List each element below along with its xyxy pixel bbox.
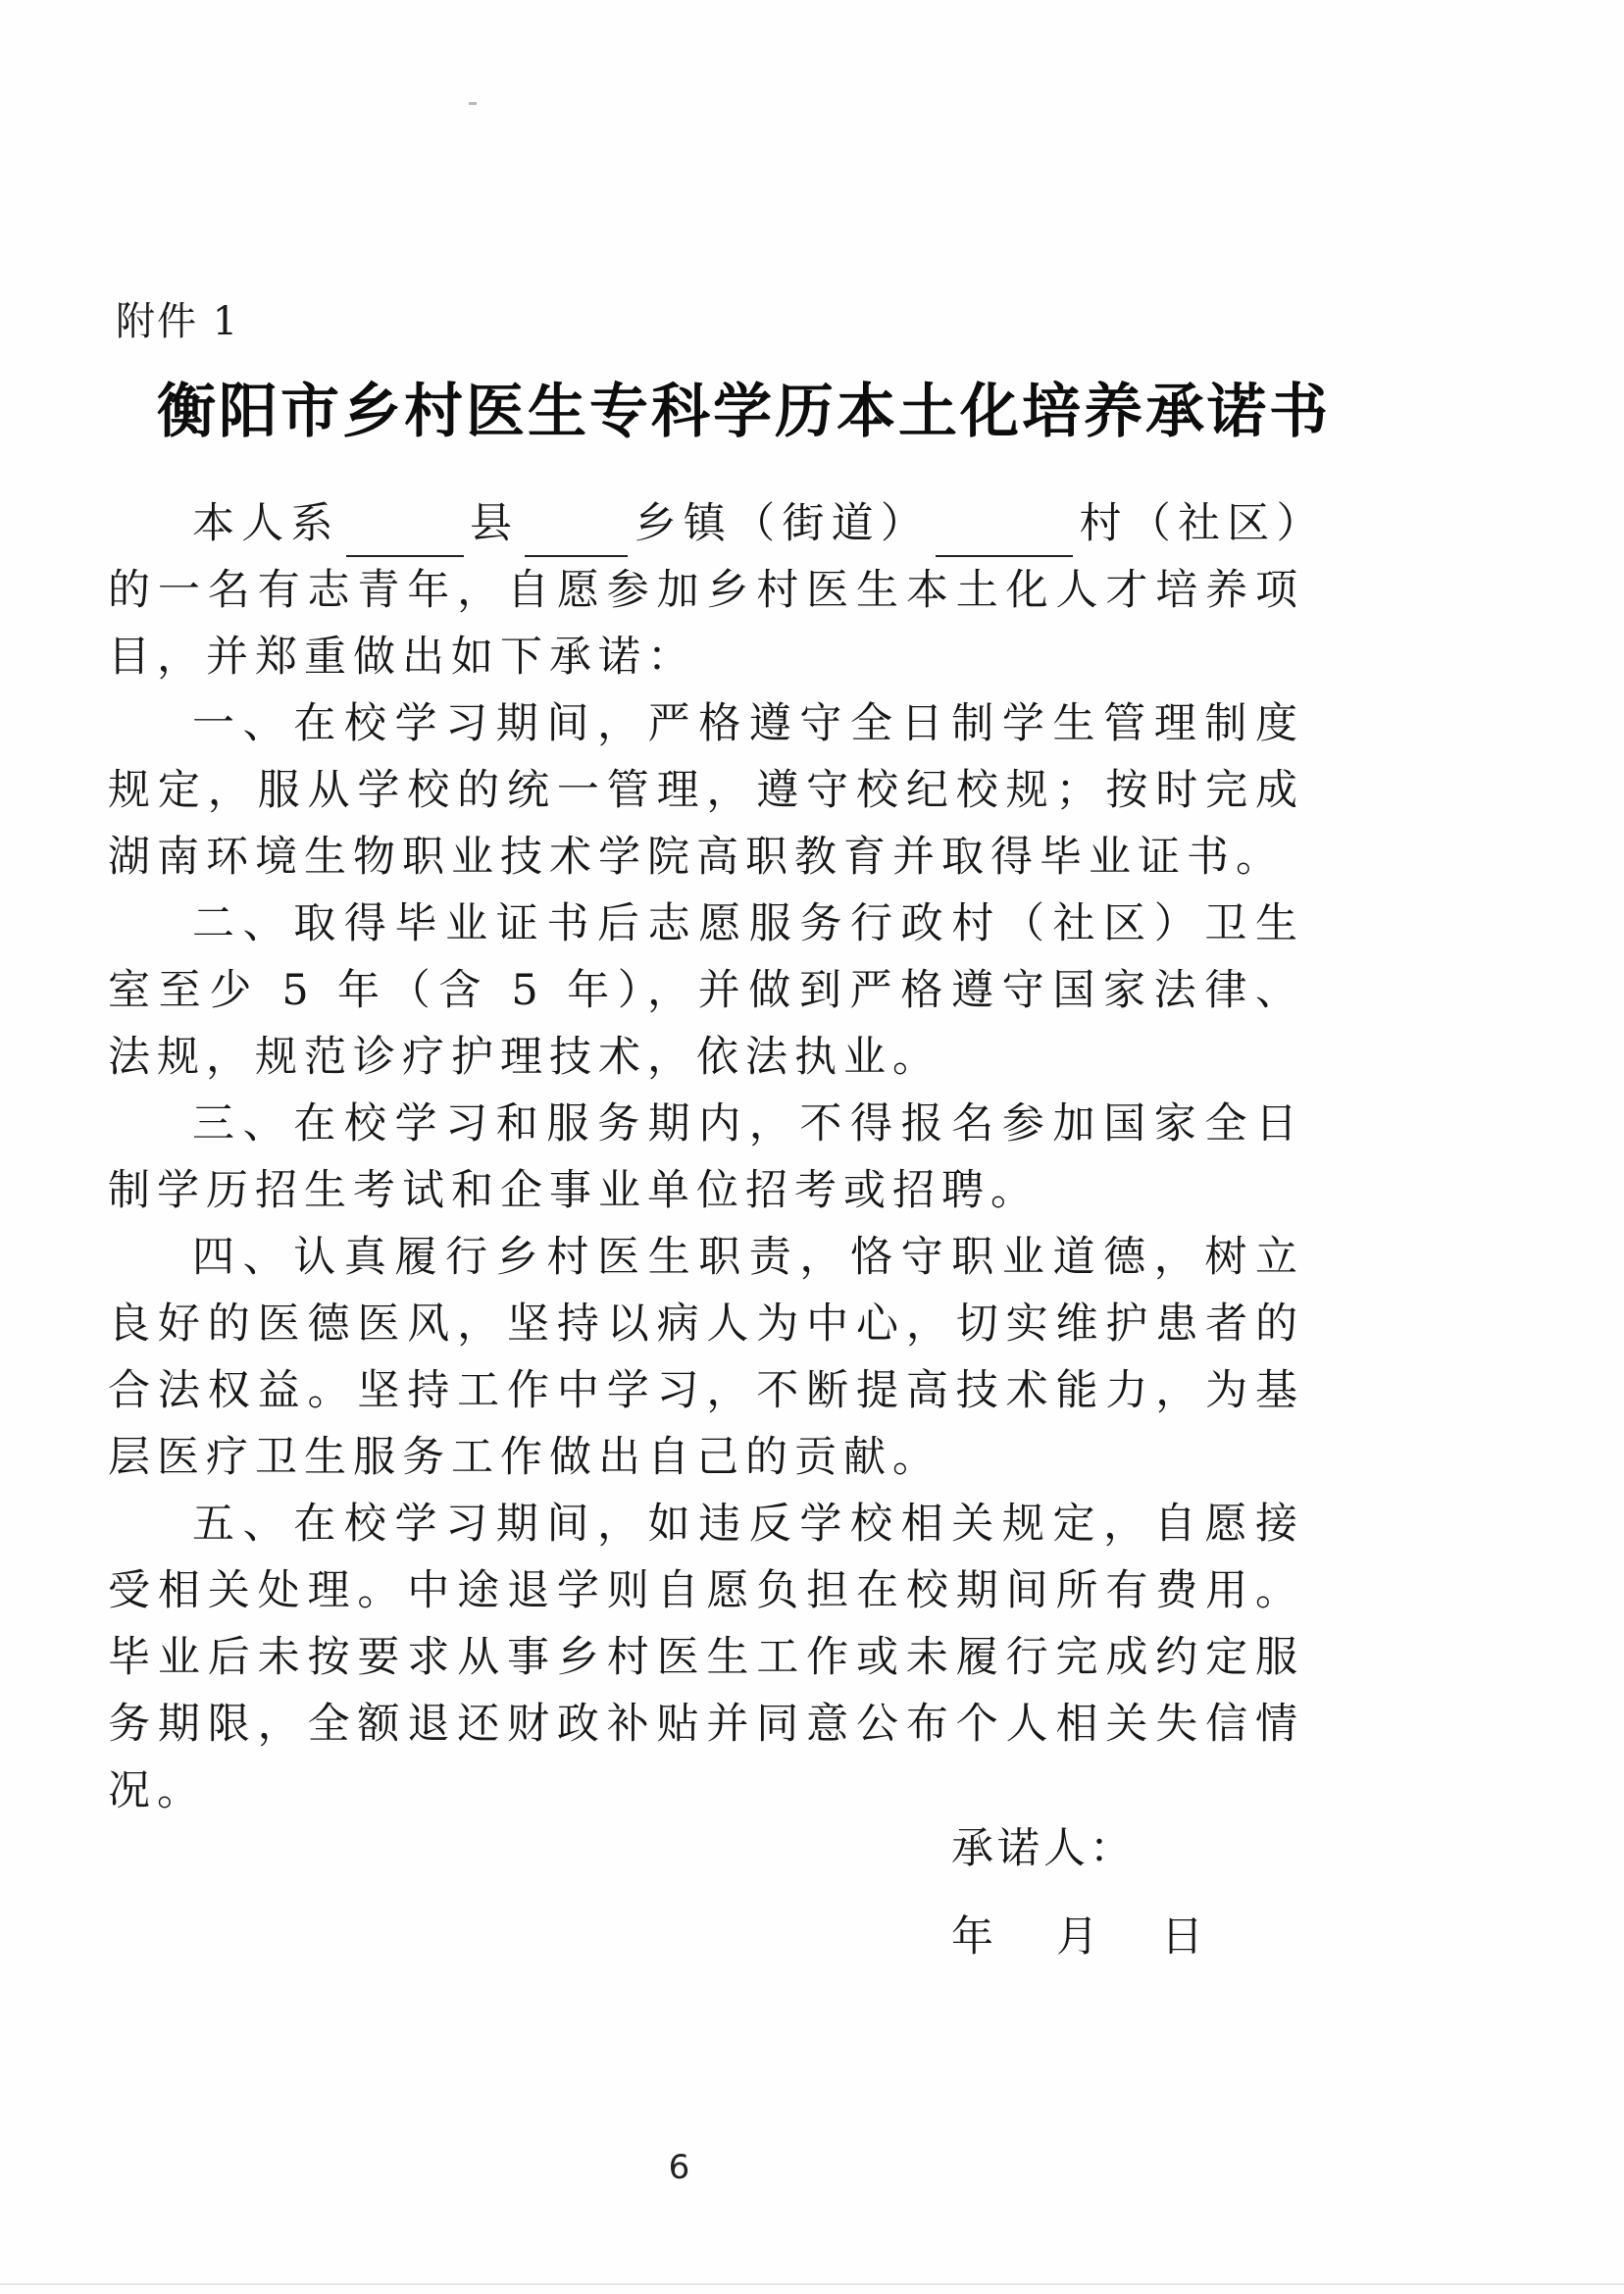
signature-block <box>951 1805 1266 1981</box>
clause-5: 五、在校学习期间，如违反学校相关规定，自愿接受相关处理。中途退学则自愿负担在校期间所有费用。毕业后未按要求从事乡村医生工作或未履行完成约定服务期限，全额退还财政补贴并同意公布个人相关失信情况。 <box>108 1500 1304 1815</box>
clause-2: 二、取得毕业证书后志愿服务行政村（社区）卫生室至少 5 年（含 5 年），并做到严格遵守国家法律、法规，规范诊疗护理技术，依法执业。 <box>108 899 1304 1082</box>
document-body <box>108 490 1304 1824</box>
clause-4: 四、认真履行乡村医生职责，恪守职业道德，树立良好的医德医风，坚持以病人为中心，切实维护患者的合法权益。坚持工作中学习，不断提高技术能力，为基层医疗卫生服务工作做出自己的贡献。 <box>108 1233 1304 1482</box>
date-year: 年 <box>951 1912 997 1962</box>
date-month: 月 <box>1056 1912 1102 1962</box>
intro-text-3: 乡镇（街道） <box>634 499 931 548</box>
date-day: 日 <box>1161 1912 1207 1962</box>
intro-text-1: 本人系 <box>192 499 340 548</box>
scan-artifact <box>469 102 477 105</box>
clause-1: 一、在校学习期间，严格遵守全日制学生管理制度规定，服从学校的统一管理，遵守校纪校规；按时完成湖南环境生物职业技术学院高职教育并取得毕业证书。 <box>108 699 1304 882</box>
village-blank[interactable] <box>936 512 1073 557</box>
document-title: 衡阳市乡村医生专科学历本土化培养承诺书 <box>157 378 1331 446</box>
page-number: 6 <box>668 2148 690 2187</box>
intro-text-2: 县 <box>469 499 520 548</box>
clause-3: 三、在校学习和服务期内，不得报名参加国家全日制学历招生考试和企事业单位招考或招聘。 <box>108 1099 1304 1215</box>
county-blank[interactable] <box>346 512 464 557</box>
signatory-label: 承诺人： <box>951 1824 1136 1873</box>
intro-text-4: 村（社区）的一名有志青年，自愿参加乡村医生本土化人才培养项目，并郑重做出如下承诺： <box>108 499 1305 682</box>
scan-edge <box>0 2283 1624 2285</box>
attachment-label: 附件 1 <box>116 299 240 344</box>
date-line <box>951 1893 1266 1981</box>
intro-paragraph <box>108 490 1304 690</box>
town-blank[interactable] <box>525 512 628 557</box>
